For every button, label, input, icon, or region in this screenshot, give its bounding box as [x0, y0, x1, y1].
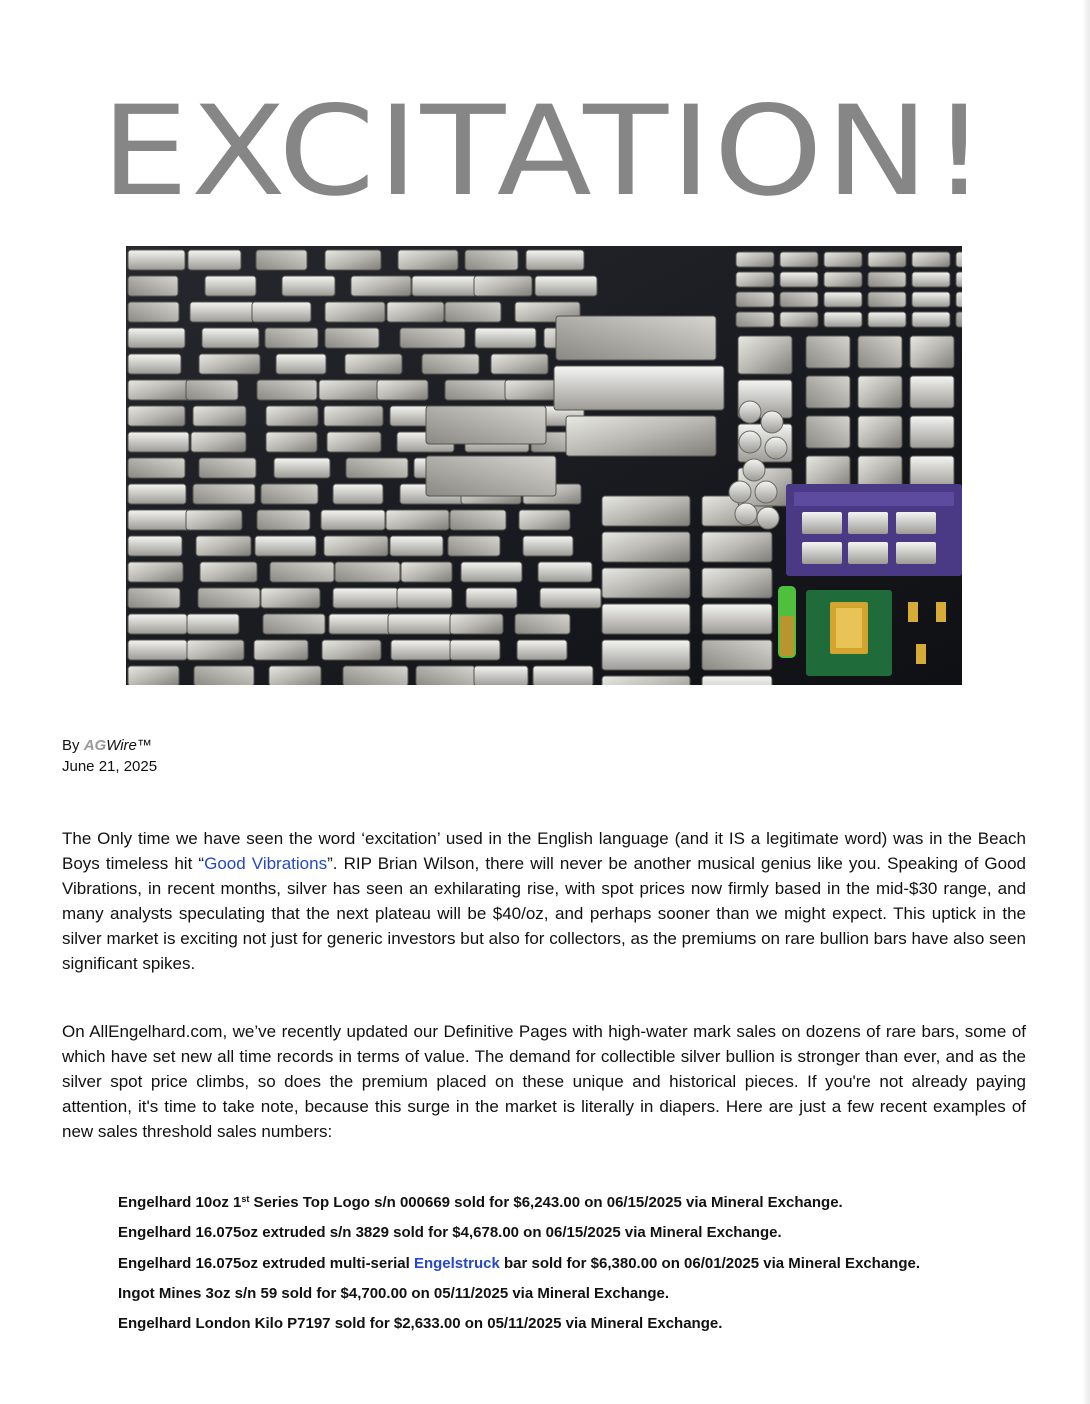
- silver-bar: [322, 640, 381, 660]
- silver-bar: [824, 272, 862, 287]
- silver-bar: [333, 484, 383, 504]
- engelstruck-link[interactable]: Engelstruck: [413, 1254, 500, 1272]
- silver-bar: [351, 276, 411, 296]
- sale-item: Engelhard 16.075oz extruded s/n 3829 sold for $4,678.00 on 06/15/2025 via Mineral Exchange.: [118, 1224, 782, 1242]
- silver-bar: [858, 336, 902, 368]
- silver-bar: [912, 312, 950, 327]
- silver-bar: [327, 432, 381, 452]
- silver-coin: [739, 401, 761, 423]
- silver-bar: [448, 536, 500, 556]
- silver-bar: [868, 252, 906, 267]
- intro-text-a: The Only time we have seen the word ‘excitation’ used in the English language (and it IS a legitimate word) was in the Beach Boys timeless hit “: [62, 829, 1026, 873]
- silver-bar: [505, 380, 562, 400]
- silver-bar: [824, 292, 862, 307]
- silver-coin: [735, 503, 757, 525]
- silver-coin: [761, 411, 783, 433]
- silver-bar: [346, 458, 408, 478]
- silver-bar: [196, 536, 251, 556]
- silver-bar: [806, 456, 850, 488]
- silver-bar: [780, 252, 818, 267]
- silver-bar: [257, 380, 317, 400]
- silver-bar: [736, 272, 774, 287]
- silver-bar: [602, 640, 690, 670]
- silver-bar: [390, 536, 443, 556]
- silver-bar: [263, 614, 325, 634]
- silver-bar: [780, 272, 818, 287]
- silver-bar: [187, 640, 244, 660]
- silver-bar: [398, 250, 458, 270]
- silver-bar: [910, 456, 954, 488]
- silver-bar: [910, 336, 954, 368]
- silver-bar: [190, 302, 254, 322]
- silver-bar: [450, 614, 503, 634]
- silver-bar: [566, 416, 716, 456]
- silver-bar: [540, 588, 601, 608]
- silver-bar: [526, 250, 584, 270]
- silver-bar: [391, 640, 451, 660]
- silver-bar: [335, 562, 400, 582]
- silver-bar: [387, 302, 444, 322]
- silver-bar: [187, 614, 239, 634]
- silver-bar: [377, 380, 428, 400]
- silver-bar: [274, 458, 330, 478]
- silver-bar: [491, 354, 548, 374]
- silver-bar: [445, 302, 501, 322]
- silver-bar: [319, 380, 382, 400]
- silver-bar: [325, 328, 379, 348]
- silver-coin: [757, 507, 779, 529]
- silver-bar: [702, 640, 772, 670]
- silver-coin: [755, 481, 777, 503]
- silver-coin: [739, 431, 761, 453]
- silver-bar: [426, 456, 556, 496]
- silver-bar: [416, 666, 475, 685]
- silver-bar: [602, 568, 690, 598]
- brand-ag: AG: [83, 737, 107, 754]
- silver-bar: [556, 316, 716, 360]
- silver-bar: [198, 588, 260, 608]
- silver-bar: [255, 536, 316, 556]
- silver-bar: [252, 302, 311, 322]
- silver-bar: [256, 250, 307, 270]
- silver-bar: [265, 328, 318, 348]
- silver-bar: [188, 250, 241, 270]
- brand-wire: Wire™: [106, 737, 152, 754]
- sale-text: Engelhard 10oz 1: [118, 1194, 242, 1211]
- silver-bar: [282, 276, 335, 296]
- intro-paragraph: [62, 826, 1026, 976]
- page-title: EXCITATION!: [100, 80, 990, 224]
- silver-bar: [128, 562, 183, 582]
- silver-bar: [806, 376, 850, 408]
- silver-bar: [474, 666, 528, 685]
- silver-bar: [824, 252, 862, 267]
- silver-bar: [445, 380, 508, 400]
- silver-bar: [200, 562, 257, 582]
- silver-bar: [450, 510, 506, 530]
- silver-bar: [128, 354, 181, 374]
- silver-bar: [868, 292, 906, 307]
- silver-bar: [186, 510, 242, 530]
- silver-bar: [702, 568, 772, 598]
- silver-bar: [736, 312, 774, 327]
- silver-bar: [538, 562, 592, 582]
- sale-item: [118, 1249, 1048, 1279]
- silver-bar: [324, 406, 383, 426]
- silver-bar: [128, 432, 189, 452]
- silver-bar: [422, 354, 479, 374]
- silver-bar: [128, 640, 187, 660]
- silver-bar: [261, 588, 320, 608]
- silver-bar: [266, 432, 317, 452]
- silver-bar: [191, 432, 246, 452]
- silver-bar: [128, 484, 186, 504]
- silver-bar: [806, 416, 850, 448]
- silver-bar: [426, 406, 546, 444]
- silver-bar: [535, 276, 597, 296]
- silver-bar: [186, 380, 238, 400]
- silver-bar: [912, 272, 950, 287]
- silver-bar: [858, 416, 902, 448]
- allengelhard-paragraph: On AllEngelhard.com, we’ve recently updated our Definitive Pages with high-water mark sales on dozens of rare bars, some of which have set new all time records in terms of value. The demand for collectible silver bullion is stronger than ever, and as the silver spot price climbs, so does the premium placed on these unique and historical pieces. If you're not already paying attention, it's time to take note, because this surge in the market is literally in diapers. Here are just a few recent examples of new sales threshold sales numbers:: [62, 1022, 1026, 1141]
- silver-bar: [412, 276, 477, 296]
- silver-bar: [517, 640, 567, 660]
- silver-bar: [910, 376, 954, 408]
- silver-bar: [956, 312, 962, 327]
- sale-item: [118, 1184, 1048, 1218]
- good-vibrations-link[interactable]: Good Vibrations: [204, 854, 328, 873]
- silver-bar: [956, 272, 962, 287]
- silver-bar: [199, 354, 260, 374]
- silver-bar: [128, 458, 185, 478]
- publish-date: June 21, 2025: [62, 758, 158, 775]
- silver-bar: [466, 588, 517, 608]
- silver-bar: [602, 532, 690, 562]
- silver-bar: [400, 328, 465, 348]
- silver-coin: [729, 481, 751, 503]
- silver-bar: [602, 676, 690, 685]
- silver-coin: [765, 437, 787, 459]
- sale-text: Series Top Logo s/n 000669 sold for $6,243.00 on 06/15/2025 via Mineral Exchange.: [249, 1194, 843, 1211]
- silver-bar: [325, 250, 381, 270]
- silver-bar: [602, 604, 690, 634]
- silver-bar: [533, 666, 593, 685]
- silver-bar: [324, 536, 388, 556]
- silver-bar: [780, 312, 818, 327]
- silver-bar: [461, 562, 522, 582]
- silver-bar: [266, 406, 318, 426]
- byline-author: [62, 735, 157, 756]
- silver-bar: [519, 510, 570, 530]
- sale-item: Ingot Mines 3oz s/n 59 sold for $4,700.00 on 05/11/2025 via Mineral Exchange.: [118, 1284, 670, 1302]
- silver-bar: [956, 292, 962, 307]
- silver-bar: [128, 588, 180, 608]
- silver-bar: [780, 292, 818, 307]
- silver-bar: [205, 276, 256, 296]
- silver-bar: [824, 312, 862, 327]
- silver-bar: [333, 588, 398, 608]
- silver-bar: [397, 588, 452, 608]
- byline-prefix: By: [62, 737, 80, 754]
- silver-bar: [523, 536, 573, 556]
- silver-bar: [702, 604, 772, 634]
- silver-bar: [202, 328, 259, 348]
- byline: [62, 735, 157, 777]
- silver-bar: [868, 272, 906, 287]
- silver-bar: [128, 302, 179, 322]
- silver-bar: [868, 312, 906, 327]
- silver-bar: [270, 562, 334, 582]
- silver-bar: [343, 666, 408, 685]
- silver-bar: [736, 252, 774, 267]
- silver-bar: [401, 562, 452, 582]
- silver-bar: [465, 250, 518, 270]
- silver-bar: [128, 380, 192, 400]
- silver-bar: [269, 666, 321, 685]
- silver-bar: [321, 510, 385, 530]
- silver-bar: [956, 252, 962, 267]
- silver-bar: [257, 510, 310, 530]
- hero-image: [126, 246, 962, 685]
- silver-bar: [910, 416, 954, 448]
- silver-bar: [276, 354, 326, 374]
- silver-bar: [515, 614, 570, 634]
- silver-bar: [329, 614, 392, 634]
- silver-bar: [858, 376, 902, 408]
- sale-text: Engelhard 16.075oz extruded multi-serial: [118, 1254, 414, 1272]
- silver-bar: [325, 302, 385, 322]
- silver-bar: [738, 336, 792, 374]
- silver-bar: [858, 456, 902, 488]
- silver-bar: [806, 336, 850, 368]
- silver-bar: [554, 366, 724, 410]
- silver-bar: [128, 250, 185, 270]
- silver-bar: [912, 292, 950, 307]
- silver-bar: [254, 640, 308, 660]
- sales-list: [118, 1184, 1048, 1339]
- silver-bar: [602, 496, 690, 526]
- silver-bar: [912, 252, 950, 267]
- silver-bar: [475, 328, 536, 348]
- silver-bar: [386, 510, 449, 530]
- silver-bar: [194, 666, 254, 685]
- sale-text: bar sold for $6,380.00 on 06/01/2025 via Mineral Exchange.: [499, 1254, 921, 1272]
- silver-bar: [261, 484, 318, 504]
- silver-bar: [702, 532, 772, 562]
- silver-bar: [128, 666, 179, 685]
- silver-coin: [743, 459, 765, 481]
- silver-bar: [128, 614, 187, 634]
- intro-text-b: ”. RIP Brian Wilson, there will never be another musical genius like you. Speaking of Good Vibrations, in recent months, silver has seen an exhilarating rise, with spot prices now firmly based in the mid-$30 range, and many analysts speculating that the next plateau will be $40/oz, and perhaps sooner than we might expect. This uptick in the silver market is exciting not just for generic investors but also for collectors, as the premiums on rare bullion bars have also seen significant spikes.: [62, 854, 1026, 973]
- sale-item: Engelhard London Kilo P7197 sold for $2,633.00 on 05/11/2025 via Mineral Exchange.: [118, 1315, 723, 1333]
- silver-bar: [128, 536, 182, 556]
- silver-bar: [388, 614, 452, 634]
- silver-bar: [128, 276, 178, 296]
- silver-bar: [128, 328, 185, 348]
- silver-bar: [450, 640, 500, 660]
- silver-bar: [702, 676, 772, 685]
- sale-superscript: st: [241, 1194, 250, 1204]
- silver-bar: [193, 484, 255, 504]
- silver-bar: [128, 510, 193, 530]
- silver-bar: [345, 354, 402, 374]
- silver-bar: [199, 458, 256, 478]
- silver-bar: [736, 292, 774, 307]
- silver-bar: [474, 276, 532, 296]
- silver-bar: [128, 406, 185, 426]
- silver-bar: [193, 406, 246, 426]
